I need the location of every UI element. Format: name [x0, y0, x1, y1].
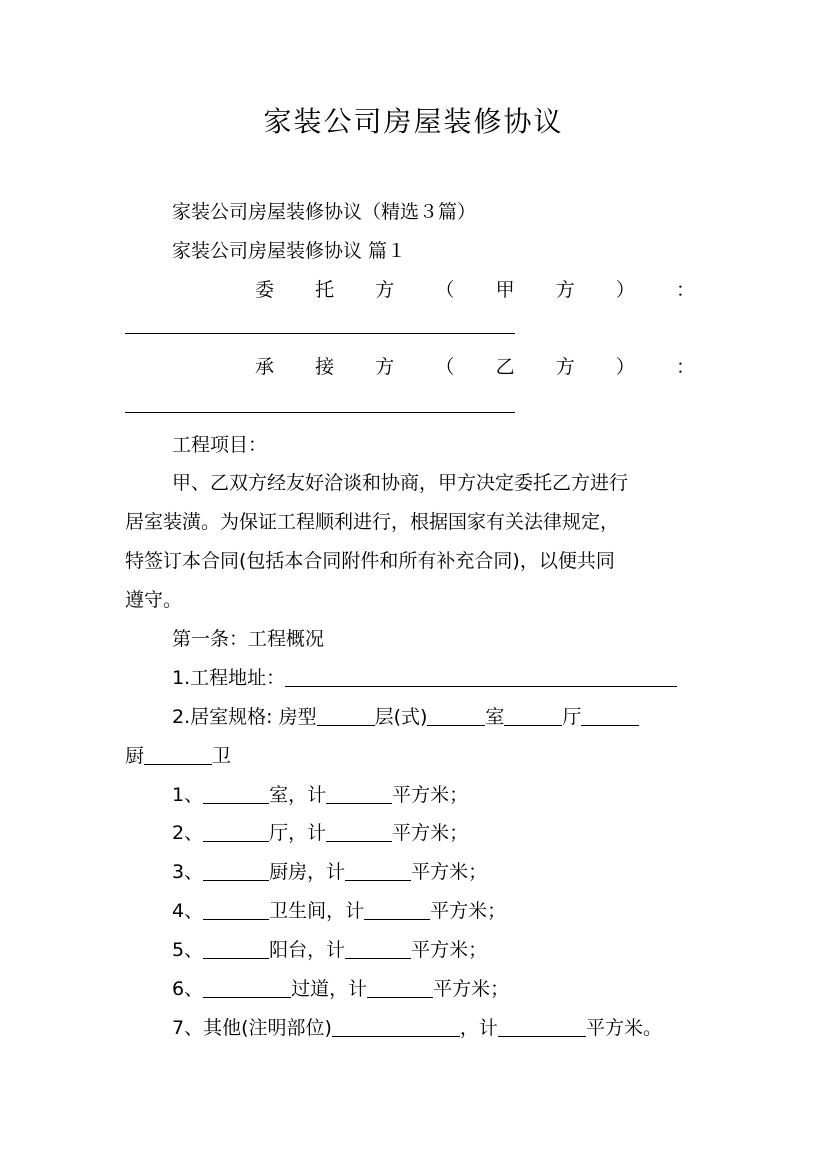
paragraph-line: 遵守。: [125, 589, 183, 611]
blank: [504, 707, 562, 726]
blank: [203, 785, 269, 804]
spec-ting: 厅: [562, 706, 582, 728]
item-number: 6、: [172, 978, 204, 1000]
item-number: 2、: [172, 822, 204, 844]
party-b-char: （: [435, 356, 455, 378]
address-line: [172, 666, 677, 690]
blank: [345, 940, 411, 959]
party-b-char: 方: [555, 356, 575, 378]
item-7-unit: 平方米。: [585, 1017, 662, 1039]
article-heading: 第一条：工程概况: [172, 628, 325, 650]
list-item: [172, 783, 468, 807]
blank: [144, 746, 212, 765]
party-a-char: （: [435, 279, 455, 301]
section-heading: 家装公司房屋装修协议 篇１: [172, 240, 407, 262]
spec-line-2: [125, 744, 231, 768]
paragraph-line: 特签订本合同(包括本合同附件和所有补充合同)，以便共同: [125, 550, 615, 572]
party-a-char: ）: [615, 279, 635, 301]
blank: [317, 707, 375, 726]
party-b-line: [255, 355, 695, 379]
spec-wei: 卫: [212, 745, 232, 767]
party-b-char: ：: [675, 356, 695, 378]
blank: [345, 862, 411, 881]
spec-line: [172, 705, 639, 729]
item-number: 5、: [172, 939, 204, 961]
blank: [203, 979, 291, 998]
party-b-char: ）: [615, 356, 635, 378]
blank: [203, 823, 269, 842]
blank: [367, 979, 433, 998]
paragraph-line: 居室装潢。为保证工程顺利进行，根据国家有关法律规定，: [125, 511, 620, 533]
spec-chu: 厨: [125, 745, 145, 767]
item-unit: 平方米；: [430, 900, 507, 922]
item-number: 4、: [172, 900, 204, 922]
paragraph-line: 甲、乙双方经友好洽谈和协商，甲方决定委托乙方进行: [172, 472, 629, 494]
address-blank: [285, 668, 677, 687]
party-a-char: 委: [255, 279, 275, 301]
blank: [203, 940, 269, 959]
blank: [203, 901, 269, 920]
project-label: 工程项目：: [172, 434, 268, 456]
document-subtitle: 家装公司房屋装修协议（精选３篇）: [172, 201, 477, 223]
item-name: 过道，计: [291, 978, 368, 1000]
party-a-blank: [125, 333, 515, 334]
item-name: 室，计: [269, 784, 327, 806]
list-item: [172, 1016, 662, 1040]
item-name: 厨房，计: [269, 861, 346, 883]
document-title: 家装公司房屋装修协议: [263, 105, 564, 138]
item-unit: 平方米；: [411, 861, 488, 883]
item-unit: 平方米；: [433, 978, 510, 1000]
item-name: 厅，计: [269, 822, 327, 844]
list-item: [172, 821, 468, 845]
party-a-char: 托: [315, 279, 335, 301]
item-name: 卫生间，计: [269, 900, 365, 922]
list-item: [172, 899, 506, 923]
blank: [326, 823, 392, 842]
item-number: 3、: [172, 861, 204, 883]
party-b-char: 接: [315, 356, 335, 378]
party-b-char: 方: [375, 356, 395, 378]
party-a-char: ：: [675, 279, 695, 301]
spec-label: 2.居室规格: 房型: [172, 706, 317, 728]
item-7-label: 7、其他(注明部位): [172, 1017, 332, 1039]
list-item: [172, 977, 509, 1001]
party-a-char: 方: [555, 279, 575, 301]
item-unit: 平方米；: [392, 822, 469, 844]
spec-ceng: 层(式): [374, 706, 428, 728]
item-7-calc: ，计: [459, 1017, 498, 1039]
blank: [203, 862, 269, 881]
blank: [427, 707, 485, 726]
blank: [498, 1018, 586, 1037]
spec-shi: 室: [485, 706, 505, 728]
party-b-char: 乙: [495, 356, 515, 378]
list-item: [172, 860, 487, 884]
item-unit: 平方米；: [411, 939, 488, 961]
list-item: [172, 938, 487, 962]
party-a-char: 方: [375, 279, 395, 301]
item-number: 1、: [172, 784, 204, 806]
item-unit: 平方米；: [392, 784, 469, 806]
party-a-char: 甲: [495, 279, 515, 301]
blank: [326, 785, 392, 804]
blank: [581, 707, 639, 726]
party-b-blank: [125, 412, 515, 413]
item-name: 阳台，计: [269, 939, 346, 961]
party-a-line: [255, 278, 695, 302]
blank: [364, 901, 430, 920]
address-label: 1.工程地址：: [172, 667, 286, 689]
party-b-char: 承: [255, 356, 275, 378]
blank: [332, 1018, 460, 1037]
